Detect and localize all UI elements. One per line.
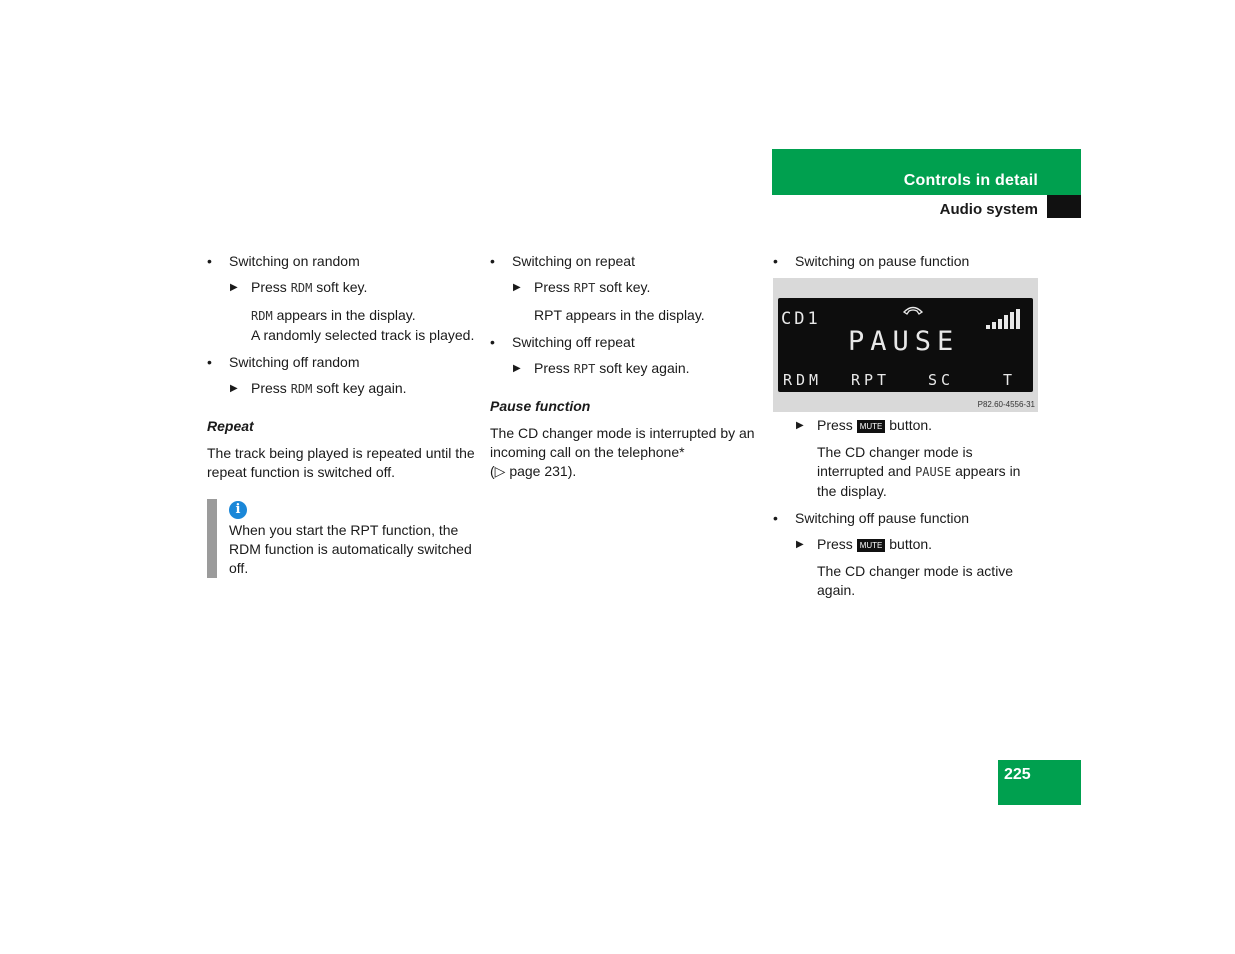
step-text: Press (251, 380, 291, 396)
bullet-item (490, 252, 758, 271)
paragraph: The track being played is repeated until the repeat function is switched off. (207, 445, 475, 480)
display-status: PAUSE (848, 326, 960, 357)
step-item (207, 379, 475, 399)
bullet-item (490, 333, 758, 352)
step-item (773, 535, 1041, 554)
section-header-bar (772, 149, 1081, 195)
softkey-t: T (1003, 371, 1017, 389)
note-text: The CD changer mode is interrupted and (817, 444, 973, 479)
bullet-text: Switching on repeat (512, 253, 635, 269)
result-note: The CD changer mode is active again. (817, 563, 1014, 598)
step-text: soft key again. (595, 360, 690, 376)
column-1 (207, 252, 475, 578)
step-text: Press (817, 417, 857, 433)
bullet-text: Switching on random (229, 253, 360, 269)
mute-key-label: MUTE (857, 420, 886, 433)
arrow-icon: ▶ (513, 282, 521, 293)
arrow-icon: ▶ (513, 363, 521, 374)
note-text: appears in the display. (272, 307, 416, 323)
info-bar (207, 499, 217, 578)
step-item (490, 278, 758, 298)
note-text: A randomly selected track is played. (251, 327, 475, 343)
column-3 (773, 252, 1041, 600)
step-text: soft key. (595, 279, 651, 295)
signal-strength-icon (986, 309, 1024, 329)
section-heading: Repeat (207, 418, 254, 434)
subsection-label: Audio system (939, 201, 1038, 218)
section-title: Controls in detail (903, 172, 1038, 189)
telephone-icon (902, 304, 924, 316)
bullet-dot: • (490, 253, 495, 269)
column-2 (490, 252, 758, 481)
step-text: Press (534, 360, 574, 376)
bullet-item (207, 353, 475, 372)
display-source: CD1 (781, 309, 821, 329)
step-item (490, 359, 758, 379)
step-item (207, 278, 475, 298)
arrow-icon: ▶ (796, 539, 804, 550)
header-marker (1047, 195, 1081, 218)
note-text: appears in the display. (817, 463, 1021, 499)
step-text: button. (885, 536, 933, 552)
bullet-item (773, 252, 1041, 271)
bullet-dot: • (773, 253, 778, 269)
lcd-screen (778, 298, 1033, 392)
figure-caption: P82.60-4556-31 (977, 400, 1035, 409)
result-note (773, 443, 1041, 501)
paragraph (490, 424, 758, 481)
info-text: When you start the RPT function, the RDM function is automatically switched off. (229, 522, 472, 576)
mute-key-label: MUTE (857, 539, 886, 552)
bullet-dot: • (490, 334, 495, 350)
arrow-icon: ▶ (230, 282, 238, 293)
step-item (773, 416, 1041, 435)
bullet-item (207, 252, 475, 271)
page-number-box (998, 760, 1081, 805)
arrow-icon: ▶ (796, 420, 804, 431)
softkey-label: RDM (290, 281, 313, 295)
page-reference: (▷ page 231). (490, 463, 577, 479)
step-text: Press (534, 279, 574, 295)
section-heading: Pause function (490, 398, 591, 414)
paragraph-text: The CD changer mode is interrupted by an incoming call on the telephone* (490, 425, 755, 460)
bullet-dot: • (207, 253, 212, 269)
bullet-dot: • (773, 510, 778, 526)
arrow-icon: ▶ (230, 383, 238, 394)
softkey-label: RPT (573, 362, 596, 376)
softkey-label: RPT (573, 281, 596, 295)
softkey-sc: SC (928, 371, 955, 389)
step-text: Press (251, 279, 291, 295)
step-text: Press (817, 536, 857, 552)
result-note: RPT appears in the display. (534, 307, 705, 323)
softkey-rpt: RPT (851, 371, 891, 389)
info-box (207, 499, 475, 578)
bullet-text: Switching on pause function (795, 253, 970, 269)
bullet-text: Switching off repeat (512, 334, 635, 350)
step-text: button. (885, 417, 933, 433)
page-number: 225 (1004, 766, 1031, 783)
result-note (207, 306, 475, 345)
display-label: PAUSE (915, 465, 952, 479)
softkey-label: RDM (290, 382, 313, 396)
bullet-text: Switching off random (229, 354, 360, 370)
bullet-text: Switching off pause function (795, 510, 970, 526)
display-label: RDM (251, 309, 273, 323)
softkey-rdm: RDM (783, 371, 823, 389)
bullet-dot: • (207, 354, 212, 370)
subsection-title (772, 195, 1047, 218)
cd-display-figure (773, 278, 1038, 412)
step-text: soft key again. (312, 380, 407, 396)
step-text: soft key. (312, 279, 368, 295)
info-icon: i (229, 501, 247, 519)
bullet-item (773, 509, 1041, 528)
